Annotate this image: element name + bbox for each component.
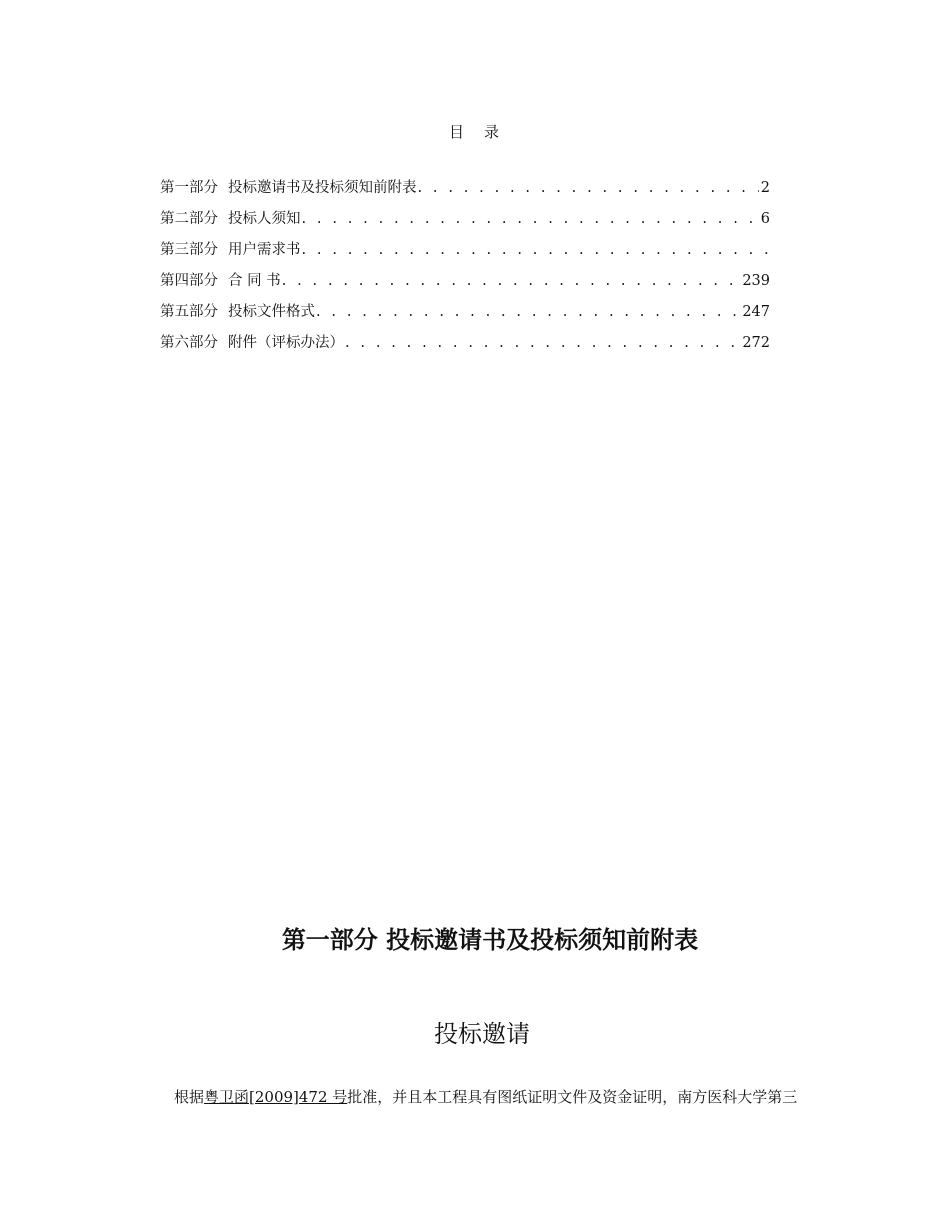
toc-entry-page: 247 — [742, 304, 770, 320]
toc-entry-part: 第一部分 — [160, 180, 218, 196]
toc-entry[interactable] — [160, 300, 770, 331]
toc-entry-page: 272 — [742, 335, 770, 351]
toc-entry[interactable] — [160, 238, 770, 269]
toc-entry-part: 第六部分 — [160, 335, 218, 351]
toc-title — [0, 121, 950, 142]
toc-entry-page: 2 — [760, 180, 770, 196]
toc-entry-name: 附件（评标办法） — [228, 335, 344, 351]
toc-entry-name: 用户需求书 — [228, 242, 301, 258]
toc-entry[interactable] — [160, 207, 770, 238]
toc-leader-dots — [345, 335, 740, 351]
toc-entry-name: 投标人须知 — [228, 211, 301, 227]
section-heading: 第一部分 投标邀请书及投标须知前附表 — [281, 926, 699, 954]
toc-leader-dots — [302, 242, 769, 258]
invitation-heading: 投标邀请 — [434, 1020, 530, 1048]
toc-leader-dots — [302, 211, 759, 227]
toc-entry-name: 合 同 书 — [228, 273, 281, 289]
approval-reference: 粤卫函[2009]472 号 — [204, 1088, 348, 1106]
toc-title-char: 目 — [448, 123, 466, 141]
toc-entry-part: 第三部分 — [160, 242, 218, 258]
toc-entry-page: 6 — [760, 211, 770, 227]
body-prefix: 根据 — [174, 1088, 205, 1106]
toc-entry-part: 第二部分 — [160, 211, 218, 227]
invitation-body-text — [174, 1086, 797, 1107]
toc-entry-page: 239 — [742, 273, 770, 289]
toc-entry-name: 投标文件格式 — [228, 304, 315, 320]
toc-leader-dots — [282, 273, 741, 289]
toc-entry-part: 第四部分 — [160, 273, 218, 289]
toc-entry[interactable] — [160, 269, 770, 300]
toc-entry-part: 第五部分 — [160, 304, 218, 320]
toc-entry[interactable] — [160, 176, 770, 207]
toc-title-char: 录 — [484, 123, 502, 141]
toc-entry-name: 投标邀请书及投标须知前附表 — [228, 180, 417, 196]
table-of-contents — [160, 176, 770, 362]
toc-leader-dots — [316, 304, 740, 320]
body-suffix: 批准，并且本工程具有图纸证明文件及资金证明，南方医科大学第三 — [347, 1088, 798, 1106]
toc-leader-dots — [418, 180, 759, 196]
toc-entry[interactable] — [160, 331, 770, 362]
